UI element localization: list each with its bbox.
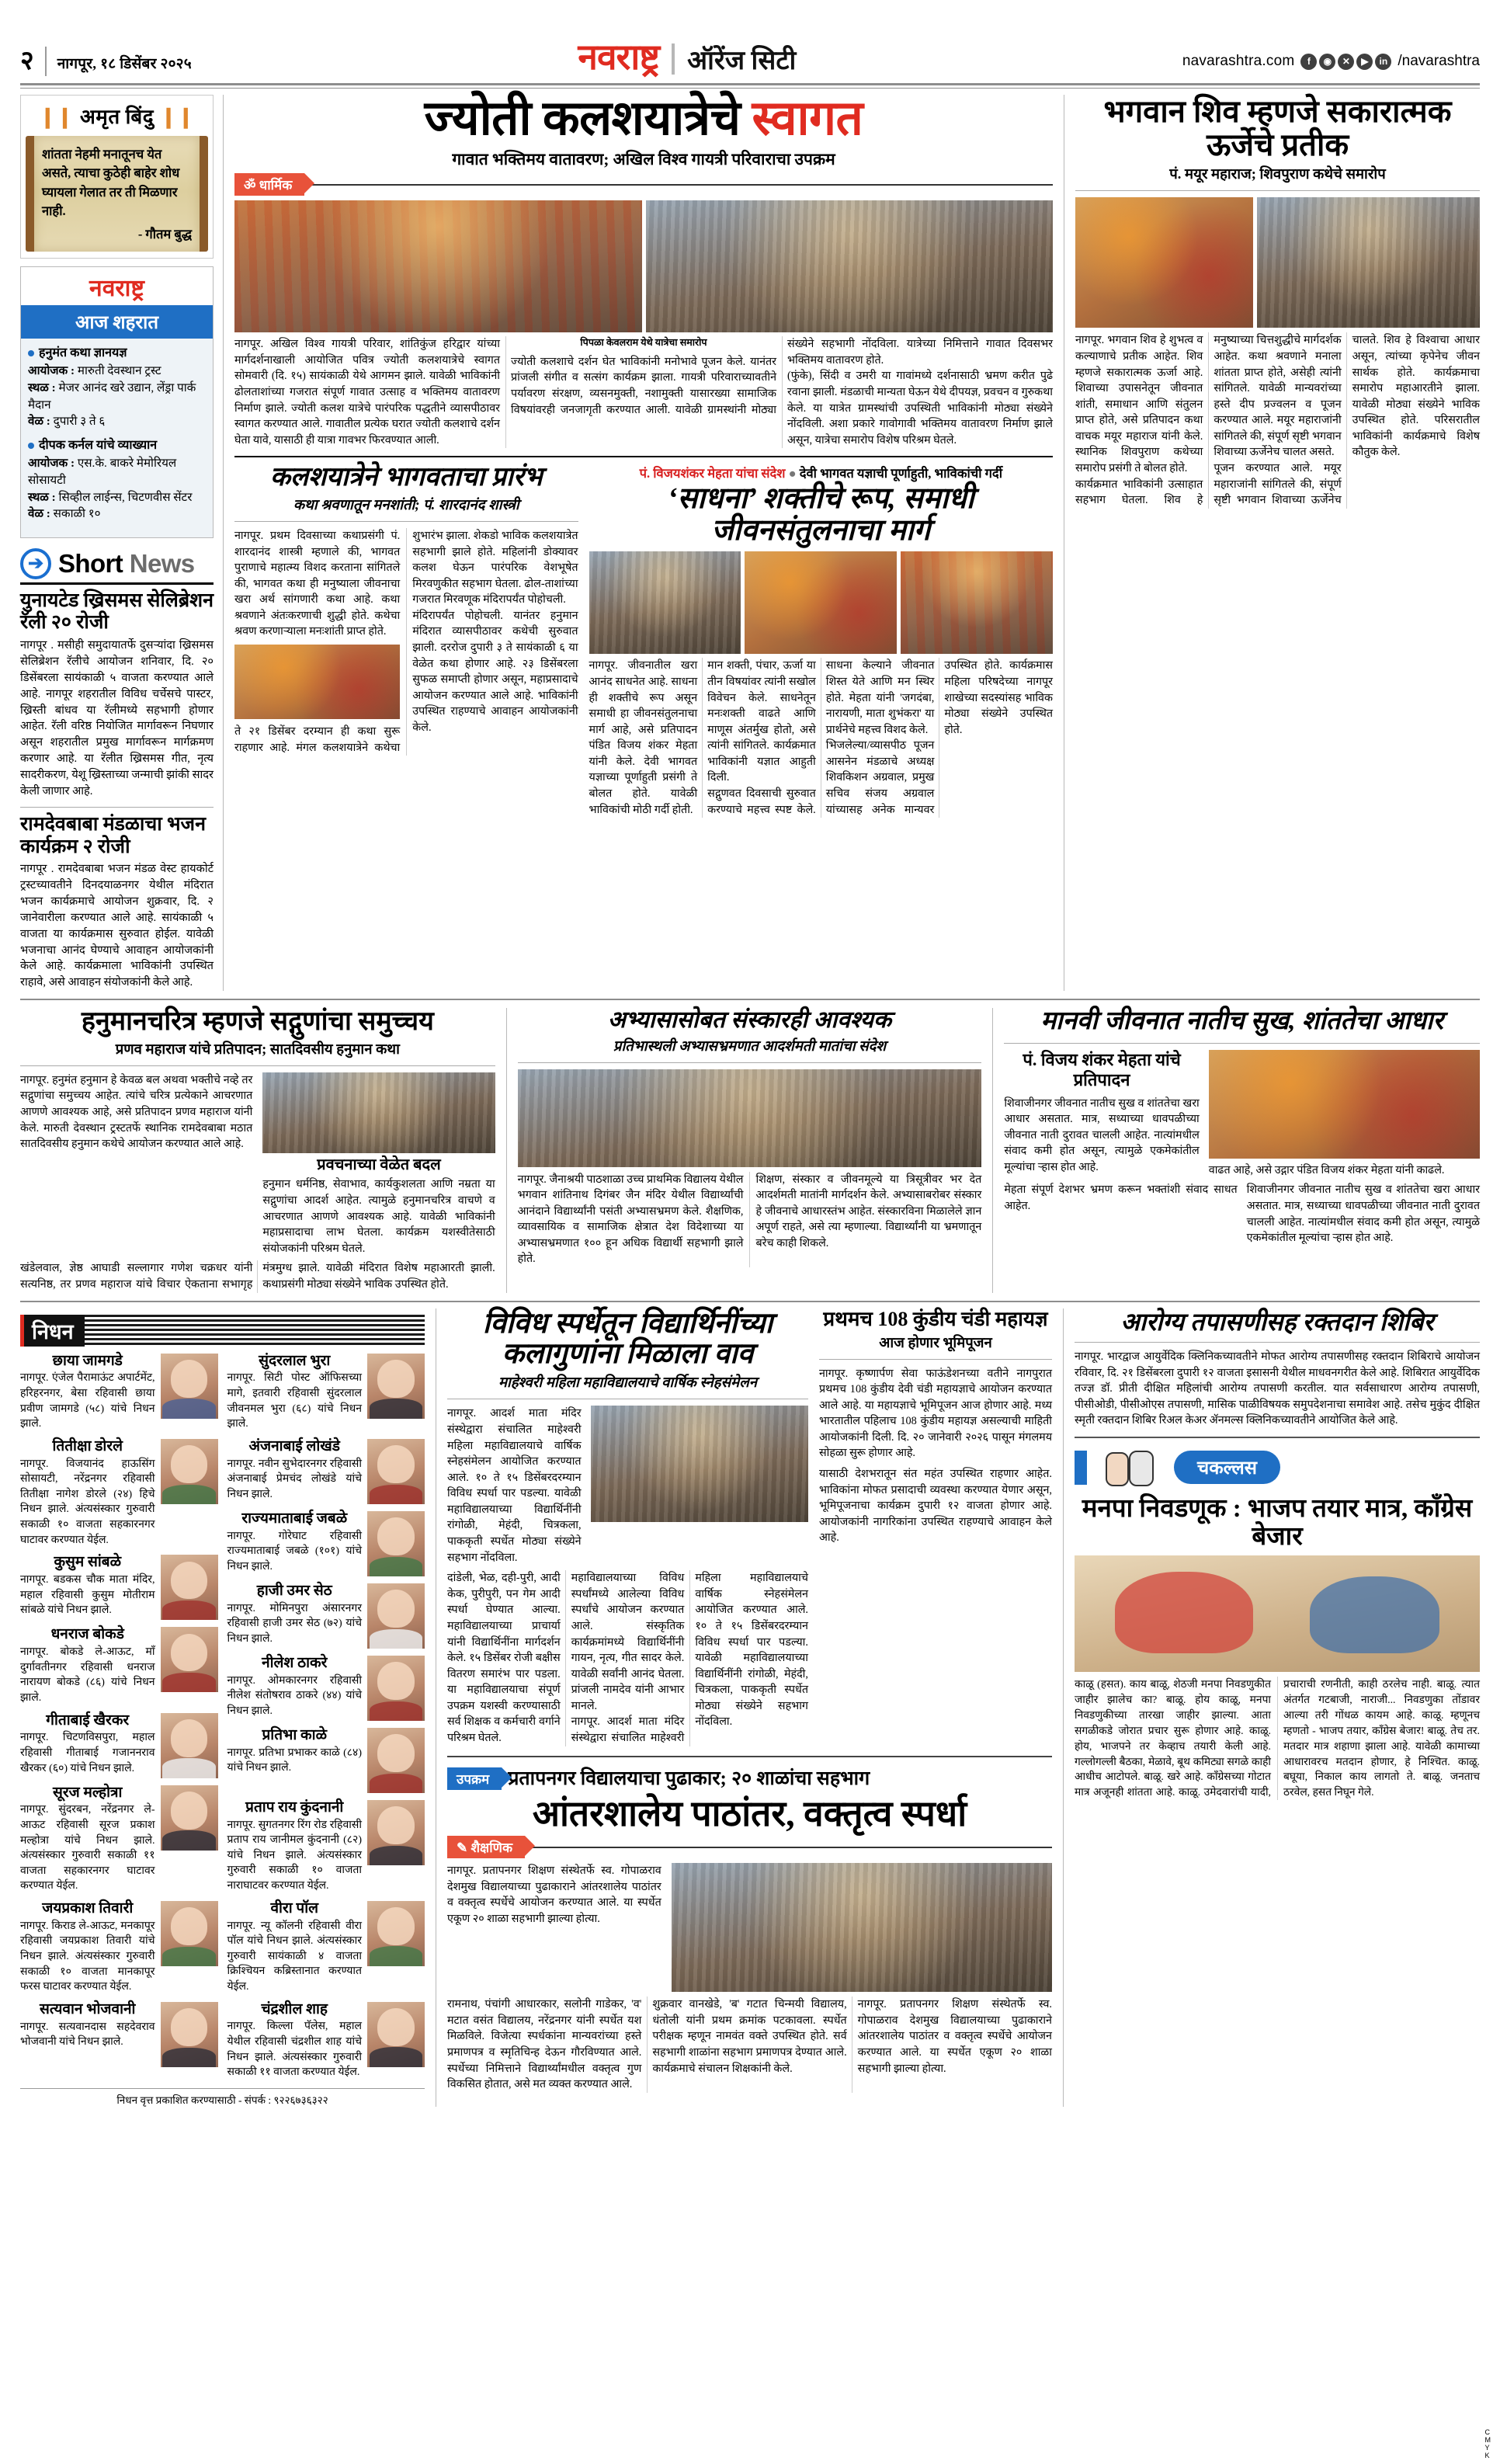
chakallas-body: काळू (हसत). काय बाळू, शेठजी मनपा निवडणुकीत जाहीर झालेच का? बाळू. होय काळू, मनपा निवडणुकीच्या तारखा जाहीर झाल्या. आता सगळीकडे जोरात प्रचार सुरू होणार आहे. काळू. होय, भाजपने तर केव्हाच तयारी केली आहे. गल्लोगल्ली बैठका, मेळावे, बूथ कमिट्या सगळे काही आधीच आटोपले. बाळू. खरे आहे. काँग्रेसच्या गोटात मात्र अजूनही शांतता आहे. काळू. उमेदवारांची यादी, प्रचाराची रणनीती, काही ठरलेच नाही. बाळू. त्यात अंतर्गत गटबाजी, नाराजी... निवडणुका तोंडावर आल्या तरी गोंधळ कायम आहे. काळू. म्हणूनच म्हणतो - भाजप तयार, काँग्रेस बेजार! बाळू. तेच तर. मतदार मात्र शहाणा झाला आहे. यावेळी कामाच्या आधारावरच मतदान होणार, हे निश्चित. काळू. बघूया, निकाल काय लागतो ते. बाळू. जनताच ठरवेल, हसत निघून गेले.	[1075, 1678, 1480, 1798]
masthead-left	[20, 47, 192, 76]
obituary-name: चंद्रशील शाह	[261, 2000, 328, 2017]
vividh-paragraph: नागपूर. आदर्श माता मंदिर संस्थेद्वारा संचालित माहेश्वरी महिला महाविद्यालयाचे वार्षिक स्नेहसंमेलन आयोजित करण्यात आले. १० ते १५ डिसेंबरदरम्यान विविध स्पर्धा पार पडल्या. यावेळी महाविद्यालयाच्या विद्यार्थिनींनी रांगोळी, मेहंदी, चित्रकला, पाककृती स्पर्धेत मोठ्या संख्येने सहभाग नोंदविला.	[571, 1572, 808, 1744]
manavi-columns	[1004, 1050, 1480, 1179]
third-row	[20, 1008, 1480, 1292]
vividh-paragraph: महाविद्यालयाच्या विविध स्पर्धांमध्ये आलेल्या विविध स्पर्धांचे आयोजन करण्यात आले. संस्कृतिक कार्यक्रमांमध्ये विद्यार्थिनींनी गायन, नृत्य, गीत सादर केले. यावेळी सर्वांनी आनंद घेतला. प्रांजली नामदेव यांनी आभार मानले.	[571, 1572, 685, 1712]
obituary-photo	[367, 1800, 425, 1865]
obituary-text: नागपूर. बोकडे ले-आऊट, माँ दुर्गावतीनगर रहिवासी धनराज नारायण बोकडे (८६) यांचे निधन झाले.	[20, 1646, 155, 1704]
nidhan-col-2	[227, 1347, 425, 2080]
event-line: वेळ : सकाळी १०	[28, 507, 101, 521]
nidhan-section	[20, 1308, 436, 2107]
masthead-social	[1182, 53, 1480, 76]
edition-name: ऑरेंज सिटी	[687, 47, 797, 75]
obituary-photo	[367, 2002, 425, 2067]
kalash-subheadline: कथा श्रवणातून मनशांती; पं. शारदानंद शास्त्री	[293, 498, 519, 513]
obituary-text: नागपूर. मोमिनपुरा अंसारनगर रहिवासी हाजी उमर सेठ (७२) यांचे निधन झाले.	[227, 1602, 362, 1645]
obituary-name: प्रताप राय कुंदनानी	[245, 1798, 344, 1816]
center-bottom-column	[436, 1308, 1064, 2107]
raktdan-story	[1075, 1308, 1480, 1429]
obituary-name: कुसुम सांबळे	[54, 1554, 122, 1571]
x-twitter-icon[interactable]: ✕	[1338, 54, 1354, 70]
hanuman-col-b	[262, 1072, 495, 1256]
obituary-name: जयप्रकाश तिवारी	[42, 1899, 134, 1917]
upakram-paragraph: नागपूर. प्रतापनगर शिक्षण संस्थेतर्फे स्व. गोपाळराव देशमुख विद्यालयाच्या पुढाकाराने आंतरशालेय पाठांतर व वक्तृत्व स्पर्धेचे आयोजन करण्यात आले. या स्पर्धेत एकूण २० शाळा सहभागी झाल्या होत्या.	[447, 1865, 661, 1925]
obituary-item[interactable]	[227, 1728, 425, 1793]
youtube-icon[interactable]: ▶	[1356, 54, 1373, 70]
website-url[interactable]: navarashtra.com	[1182, 53, 1295, 69]
obituary-item[interactable]	[227, 1656, 425, 1721]
obituary-text: नागपूर. सत्यवानदास सहदेवराव भोजवानी यांचे निधन झाले.	[20, 2021, 155, 2049]
obituary-text: नागपूर. चिटणविसपुरा, महाल रहिवासी गीताबाई गजाननराव खैरकर (६०) यांचे निधन झाले.	[20, 1732, 155, 1774]
nidhan-contact-footer: निधन वृत्त प्रकाशित करण्यासाठी - संपर्क : ९२२६७३६३२२	[20, 2088, 425, 2107]
linkedin-icon[interactable]: in	[1375, 54, 1391, 70]
upakram-section-badge-row	[447, 1836, 1052, 1858]
sadhana-paragraph: मान शक्ती, पंचार, ऊर्जा या तीन विषयांवर त्यांनी सखोल विवेचन केले. साधनेतून मनःशक्ती वाढते आणि माणूस अंतर्मुख होतो, असे त्यांनी सांगितले. कार्यक्रमात भाविकांनी यज्ञात आहुती दिली.	[707, 659, 816, 784]
manavi-paragraph: शिवाजीनगर जीवनात नातीच सुख व शांततेचा खरा आधार असतात. मात्र, सध्याच्या धावपळीच्या जीवनात नाती दुरावत चालली आहेत. नात्यांमधील संवाद कमी होत असून, त्यामुळे एकमेकांतील मूल्यांचा ऱ्हास होत आहे.	[1004, 1096, 1200, 1173]
obituary-photo	[161, 1785, 218, 1851]
vividh-photo	[591, 1406, 808, 1522]
obituary-item[interactable]	[20, 1555, 218, 1620]
obituary-photo	[161, 1713, 218, 1778]
obituary-item[interactable]	[227, 1511, 425, 1576]
obituary-text: नागपूर. प्रतिभा प्रभाकर काळे (८४) यांचे निधन झाले.	[227, 1746, 362, 1774]
cmyk-m: M	[1484, 2436, 1491, 2444]
vividh-headline: विविध स्पर्धेतून विद्यार्थिनींच्या कलागुणांना मिळाला वाव	[482, 1307, 773, 1371]
page-number: २	[20, 47, 34, 75]
vividh-chandi-row	[447, 1308, 1052, 1746]
obituary-item[interactable]	[227, 2002, 425, 2080]
cmyk-c: C	[1484, 2428, 1490, 2436]
obituary-text: नागपूर. नवीन सुभेदारनगर रहिवासी अंजनाबाई प्रेमचंद लोखंडे यांचे निधन झाले.	[227, 1458, 362, 1500]
raktdan-body: नागपूर. भारद्वाज आयुर्वेदिक क्लिनिकच्यावतीने मोफत आरोग्य तपासणीसह रक्तदान शिबिराचे आयोजन रविवार, दि. २१ डिसेंबरला दुपारी १२ वाजता इसासनी येथील माधवनगरीत केले आहे. शिबिरात आयुर्वेदिक तज्ज्ञ डॉ. प्रीती दीक्षित महिलांची आरोग्य तपासणी करतील. यात सर्वसाधारण आरोग्य तपासणी, पीसीओडी, पीसीओएस तपासणी, मासिक पाळीविषयक समुपदेशनाचा समावेश आहे. तसेच मुकुंद दीक्षित स्मृती रक्तदान शिबिर रिअल केअर ॲनमल्स क्लिनिकच्यावतीने आयोजित केले आहे.	[1075, 1350, 1480, 1427]
obituary-name: प्रतिभा काळे	[262, 1726, 328, 1743]
obituary-text: नागपूर. किराड ले-आऊट, मनकापूर रहिवासी जयप्रकाश तिवारी यांचे निधन झाले. अंत्यसंस्कार गुरुवारी सकाळी १० वाजता मानकापूर फरस घाटावर करण्यात येईल.	[20, 1920, 155, 1993]
event-line: आयोजक : एस.के. बाकरे मेमोरियल सोसायटी	[28, 457, 177, 487]
chandi-headline: प्रथमच 108 कुंडीय चंडी महायज्ञ	[823, 1307, 1048, 1330]
section-badge-shaikshanik: ✎ शैक्षणिक	[447, 1836, 525, 1858]
social-handle: /navarashtra	[1398, 53, 1480, 69]
hanuman-paragraph: खंडेलवाल, ज्ञेष्ठ आघाडी सल्लागार गणेश चक्रधर यांनी सत्यनिष्ठ, तर प्रणव महाराज यांचे विचार ऐकताना सभागृह मंत्रमुग्ध झाले. यावेळी मंदिरात विशेष महाआरती झाली. कथाप्रसंगी मोठ्या संख्येने भाविक उपस्थित होते.	[20, 1262, 495, 1291]
pencil-icon: ✎	[457, 1840, 468, 1856]
lead-paragraph: नागपूर. अखिल विश्व गायत्री परिवार, शांतिकुंज हरिद्वार यांच्या मार्गदर्शनाखाली आयोजित पवित्र ज्योती कलशयात्रेचे स्वागत सोमवारी (दि. १५) सायंकाळी येथे आगमन झाले. यावेळी भाविकांनी ढोलताशांच्या गजरात संपूर्ण गावात उत्साह व भक्तिमय वातावरण निर्माण झाले. ज्योती कलश यात्रेचे पारंपरिक पद्धतीने व्यासपीठावर स्वागत करण्यात आले. गावातील प्रत्येक घरात ज्योती कलशाचे दर्शन घेता यावे, यासाठी ही यात्रा गावभर फिरवण्यात आली.	[234, 338, 500, 447]
obituary-text: नागपूर. विजयानंद हाऊसिंग सोसायटी, नरेंद्रनगर रहिवासी तितीक्षा नागेश डोरले (२४) हिचे निधन झाले. अंत्यसंस्कार गुरुवारी सकाळी १० वाजता सहकारनगर घाटावर करण्यात येईल.	[20, 1458, 155, 1546]
obituary-photo	[161, 1627, 218, 1692]
manavi-headline: मानवी जीवनात नातीच सुख, शांततेचा आधार	[1040, 1007, 1444, 1036]
obituary-name: गीताबाई खैरकर	[46, 1712, 130, 1729]
kalash-story	[234, 464, 578, 818]
divider	[518, 1062, 982, 1063]
hanuman-story	[20, 1008, 507, 1292]
lead-paragraph: (फुंके), सिंदी व उमरी या गावांमध्ये दर्शनासाठी भ्रमण करीत पुढे रवाना झाली. मंडळाची मान्यता घेऊन येथे दीपयज्ञ, प्रवचन व गुरुकथा केले. या यात्रेत ग्रामस्थांची उपस्थिती भाविकांनी मोठ्या संख्येने नोंदविली. अशा प्रकारे गावोगावी भक्तिमय वातावरण निर्माण झाले असून, यात्रेचा समारोप विशेष परिश्रम घेतले.	[787, 370, 1053, 447]
upakram-photo	[672, 1863, 1052, 1992]
lead-photo-1	[234, 200, 642, 332]
sadhana-kicker: पं. विजयशंकर मेहता यांचा संदेश ● देवी भागवत यज्ञाची पूर्णाहुती, भाविकांची गर्दी	[639, 466, 1002, 481]
event-item[interactable]	[28, 345, 206, 430]
manavi-story	[993, 1008, 1480, 1292]
obituary-text: नागपूर. ओमकारनगर रहिवासी नीलेश संतोषराव ठाकरे (४४) यांचे निधन झाले.	[227, 1674, 362, 1717]
upakram-story	[447, 1756, 1052, 2093]
lead-paragraph: ज्योती कलशाचे दर्शन घेत भाविकांनी मनोभावे पूजन केले. यानंतर प्रांजली संगीत व सत्संग कार्यक्रम झाला. गायत्री परिवाराच्यावतीने पर्यावरण संरक्षण, व्यसनमुक्ती, नशामुक्ती यासारख्या सामाजिक विषयांवरही जनजागृती करण्यात आली. यावेळी ग्रामस्थांनी मोठ्या संख्येने सहभागी नोंदविला. यात्रेच्या निमित्ताने गावात दिवसभर भक्तिमय वातावरण होते.	[511, 338, 1053, 416]
kalash-photo	[234, 645, 400, 719]
obituary-photo	[161, 1555, 218, 1620]
obituary-text: नागपूर. गोरेघाट रहिवासी राज्यमाताबाई जबळे (१०१) यांचे निधन झाले.	[227, 1530, 362, 1573]
right-bottom-column	[1064, 1308, 1480, 2107]
obituary-photo	[161, 2002, 218, 2067]
obituary-photo	[367, 1354, 425, 1419]
hanuman-col-a	[20, 1072, 252, 1256]
obituary-name: अंजनाबाई लोखंडे	[248, 1437, 340, 1454]
sadhana-photo-2	[745, 551, 897, 654]
divider	[234, 456, 1053, 457]
cmyk-y: Y	[1484, 2444, 1490, 2452]
obituary-text: नागपूर. सुगतनगर रिंग रोड रहिवासी प्रताप राय जानीमल कुंदनानी (८२) यांचे निधन झाले. अंत्यसंस्कार गुरुवारी सकाळी १० वाजता नाराघाटवर करण्यात येईल.	[227, 1819, 362, 1892]
quote-attribution: - गौतम बुद्ध	[137, 226, 192, 242]
lead-photo-2	[646, 200, 1054, 332]
shiv-headline: भगवान शिव म्हणजे सकारात्मक ऊर्जेचे प्रतीक	[1103, 94, 1452, 163]
event-line: स्थळ : मेजर आनंद खरे उद्यान, लेंड्रा पार्क मैदान	[28, 381, 196, 412]
lead-photo-caption: पिपळा केवलराम येथे यात्रेचा समारोप	[580, 337, 707, 349]
obituary-item[interactable]	[227, 1901, 425, 1995]
upakram-badge: उपक्रम	[447, 1767, 502, 1790]
cmyk-registration-marks	[1485, 2429, 1491, 2459]
obituary-item[interactable]	[20, 1901, 218, 1995]
obituary-item[interactable]	[227, 1800, 425, 1894]
hanuman-sub-headline-2: प्रवचनाच्या वेळेत बदल	[317, 1156, 441, 1173]
shiv-paragraph: कार्यक्रमात भाविकांनी उत्साहात सहभाग घेतला. शिव हे मनुष्याच्या चित्तशुद्धीचे मार्गदर्शक आहेत. कथा श्रवणाने मनाला शांतता प्राप्त होते, असेही त्यांनी सांगितले. यावेळी मान्यवरांच्या हस्ते दीप प्रज्वलन व पूजन करण्यात आले. मयूर महाराजांनी सांगितले की, संपूर्ण सृष्टी भगवान शिवाच्या ऊर्जेनेच चालत असते.	[1075, 334, 1342, 507]
hanuman-headline: हनुमानचरित्र म्हणजे सद्गुणांचा समुच्चय	[81, 1007, 434, 1037]
shiv-photo-2	[1257, 197, 1480, 328]
aaj-shaharat-heading: आज शहरात	[21, 305, 213, 339]
page-grid	[20, 92, 1480, 991]
abhyas-subheadline: प्रतिभास्थली अभ्यासभ्रमणात आदर्शमती मातांचा संदेश	[613, 1038, 887, 1055]
obituary-name: सूरज मल्होत्रा	[53, 1784, 123, 1801]
instagram-icon[interactable]: ◉	[1319, 54, 1335, 70]
sadhana-headline: ‘साधना’ शक्तीचे रूप, समाधी जीवनसंतुलनाचा मार्ग	[667, 482, 974, 547]
obituary-name: छाया जामगडे	[52, 1352, 123, 1369]
vividh-top	[447, 1406, 808, 1566]
obituary-text: नागपूर. सिटी पोस्ट ऑफिसच्या मागे, इतवारी रहिवासी सुंदरलाल जीवनमल भुरा (६८) यांचे निधन झाले.	[227, 1372, 362, 1430]
obituary-text: नागपूर. न्यू कॉलनी रहिवासी वीरा पॉल यांचे निधन झाले. अंत्यसंस्कार गुरुवारी सायंकाळी ४ वाजता क्रिश्चियन कब्रिस्तानात करण्यात येईल.	[227, 1920, 362, 1993]
event-line: स्थळ : सिव्हील लाईन्स, चिटणवीस सेंटर	[28, 490, 193, 504]
chandi-story	[819, 1308, 1052, 1746]
center-column	[224, 92, 1064, 991]
chakallas-columns	[1075, 1677, 1480, 1800]
sadhana-columns	[589, 658, 1053, 818]
short-news-title: Short News	[58, 548, 195, 578]
upakram-top	[447, 1863, 1052, 1992]
quote-mark-left-icon: ❙❙	[39, 106, 74, 128]
shiv-photo-strip	[1075, 197, 1480, 328]
shiv-columns	[1075, 332, 1480, 508]
obituary-text: नागपूर. बडकस चौक माता मंदिर, महाल रहिवासी कुसुम मोतीराम सांबळे यांचे निधन झाले.	[20, 1574, 155, 1617]
event-title: हनुमंत कथा ज्ञानयज्ञ	[28, 345, 206, 363]
masthead-divider	[45, 47, 47, 76]
manavi-paragraph: शिवाजीनगर जीवनात नातीच सुख व शांततेचा खरा आधार असतात. मात्र, सध्याच्या धावपळीच्या जीवनात नाती दुरावत चालली आहेत. नात्यांमधील संवाद कमी होत असून, त्यामुळे एकमेकांतील मूल्यांचा ऱ्हास होत आहे.	[1246, 1183, 1480, 1245]
event-line: वेळ : दुपारी ३ ते ६	[28, 415, 106, 429]
obituary-photo	[161, 1439, 218, 1504]
sadhana-photo-strip	[589, 551, 1053, 654]
chakallas-section	[1075, 1437, 1480, 1800]
upakram-kicker: प्रतापनगर विद्यालयाचा पुढाकार; २० शाळांचा सहभाग	[508, 1767, 870, 1789]
abhyas-paragraph: नागपूर. जैनाश्रयी पाठशाळा उच्च प्राथमिक विद्यालय येथील भगवान शांतिनाथ दिगंबर जैन मंदिर येथील विद्यार्थ्यांची आनंदाने विद्यार्थ्यांनी पसंती अभ्यासभ्रमण केले. शैक्षणिक, व्यावसायिक व सामाजिक क्षेत्रात देश विदेशाच्या या अभ्यासभ्रमणात १०० हून अधिक विद्यार्थी सहभागी झाले होते.	[517, 1173, 744, 1266]
arrow-right-circle-icon: ➔	[20, 548, 51, 579]
upakram-headline: आंतरशालेय पाठांतर, वक्तृत्व स्पर्धा	[532, 1793, 967, 1833]
obituary-item[interactable]	[20, 1627, 218, 1705]
nidhan-heading: निधन	[20, 1315, 85, 1347]
obituary-item[interactable]	[20, 1713, 218, 1778]
obituary-item[interactable]	[227, 1583, 425, 1649]
aaj-shaharat-brand: नवराष्ट्र	[89, 275, 144, 301]
om-icon: ॐ	[244, 178, 256, 193]
abhyas-paragraph: शिक्षण, संस्कार व जीवनमूल्ये या त्रिसूत्रीवर भर देत आदर्शमती मातांनी मार्गदर्शन केले. अभ्यासाबरोबर संस्कार हे जीवनाचे आधारस्तंभ आहेत. संस्कारविना मिळालेले ज्ञान अपूर्ण राहते, असे त्या म्हणाल्या. विद्यार्थ्यांनी या भ्रमणातून बरेच काही शिकले.	[755, 1173, 982, 1249]
kalash-paragraph: ते २१ डिसेंबर दरम्यान ही कथा सुरू राहणार आहे. मंगल कलशयात्रेने कथेचा शुभारंभ झाला. शेकडो भाविक कलशयात्रेत सहभागी झाले होते. महिलांनी डोक्यावर कलश घेऊन पारंपरिक वेशभूषेत मिरवणुकीत सहभाग घेतला. ढोल-ताशांच्या गजरात मिरवणूक मंदिरापर्यंत पोहोचली.	[234, 530, 578, 754]
kalash-columns	[234, 528, 578, 756]
fourth-row	[20, 1308, 1480, 2107]
right-column	[1064, 95, 1480, 991]
divider	[20, 807, 214, 808]
upakram-paragraph: रामनाथ, पंचांगी आधारकार, सलोनी गाडेकर, 'व' मटात वसंत विद्यालय, नरेंद्रनगर यांनी स्पर्धेत यश मिळविले. विजेत्या स्पर्धकांना मान्यवरांच्या हस्ते प्रमाणपत्र व स्मृतिचिन्ह देऊन गौरविण्यात आले. स्पर्धेच्या निमित्ताने विद्यार्थ्यांमधील वक्तृत्व गुण विकसित होतात, असे मत व्यक्त करण्यात आले.	[447, 1998, 642, 2091]
obituary-item[interactable]	[227, 1439, 425, 1504]
kalash-paragraph: मंदिरापर्यंत पोहोचली. यानंतर हनुमान मंदिरात व्यासपीठावर कथेची सुरुवात झाली. दररोज दुपारी ३ ते सायंकाळी ६ या वेळेत कथा होणार आहे. २३ डिसेंबरला सुफळ समाप्ती होणार असून, महाप्रसादाचे आयोजन करण्यात आले आहे. भाविकांनी उपस्थित राहण्याचे आवाहन आयोजकांनी केले.	[412, 609, 578, 734]
abhyas-photo	[518, 1069, 982, 1167]
obituary-item[interactable]	[20, 1439, 218, 1548]
lead-subheadline: गावात भक्तिमय वातावरण; अखिल विश्व गायत्री परिवाराचा उपक्रम	[452, 150, 835, 169]
obituary-item[interactable]	[20, 1785, 218, 1894]
brand-divider	[672, 43, 675, 75]
chakallas-header	[1075, 1444, 1480, 1491]
chakallas-mascot-icon	[1095, 1444, 1166, 1491]
short-news-body: नागपूर . मसीही समुदायातर्फे दुसऱ्यांदा ख्रिसमस सेलिब्रेशन रॅलीचे आयोजन शनिवार, दि. २० डिसेंबरला सायंकाळी ५ वाजता करण्यात आले आहे. नागपूर शहरातील विविध चर्चेसचे पास्टर, ख्रिस्ती बांधव या रॅलीमध्ये सहभागी होणार आहेत. रॅली वरिष्ठ नियोजित मार्गावरून निघणार असून शहरातील प्रमुख मार्गावरून मार्गक्रमण करणार आहे. या रॅलीत ख्रिसमस गीत, नृत्य सादरीकरण, येशू ख्रिस्ताच्या जन्माची झांकी सादर केली जाणार आहे.	[20, 639, 214, 798]
dateline: नागपूर, १८ डिसेंबर २०२५	[57, 56, 192, 72]
obituary-name: राज्यमाताबाई जबळे	[241, 1510, 348, 1527]
sadhana-paragraph: सद्गुणवत दिवसाची सुरुवात करण्याचे महत्त्व स्पष्ट केले. साधना केल्याने जीवनात शिस्त येते आणि मन स्थिर होते. मेहता यांनी 'जगदंबा, नारायणी, माता शुभंकरा' या प्रार्थनेचे महत्त्व विशद केले.	[707, 659, 935, 816]
divider	[234, 521, 578, 522]
manavi-col-b	[1209, 1050, 1480, 1179]
obituary-photo	[367, 1656, 425, 1721]
brand-logo: नवराष्ट्र	[578, 37, 660, 78]
obituary-name: सुंदरलाल भुरा	[259, 1352, 331, 1369]
hanuman-columns	[20, 1072, 495, 1256]
chandi-paragraph: यासाठी देशभरातून संत महंत उपस्थित राहणार आहेत. भाविकांना मोफत प्रसादाची व्यवस्था करण्यात येणार असून, भूमिपूजनाचा कार्यक्रम दुपारी १२ वाजता होणार आहे. आयोजकांनी नागरिकांना उपस्थित राहण्याचे आवाहन केले आहे.	[819, 1468, 1052, 1545]
obituary-text: नागपूर. सुंदरबन, नरेंद्रनगर ले-आऊट रहिवासी सूरज प्रकाश मल्होत्रा यांचे निधन झाले. अंत्यसंस्कार गुरुवारी सकाळी ११ वाजता सहकारनगर घाटावर करण्यात येईल.	[20, 1804, 155, 1892]
hanuman-subheadline: प्रणव महाराज यांचे प्रतिपादन; सातदिवसीय हनुमान कथा	[115, 1041, 400, 1058]
chakallas-headline: मनपा निवडणूक : भाजप तयार मात्र, काँग्रेस बेजार	[1082, 1494, 1473, 1551]
short-news-item[interactable]	[20, 814, 214, 991]
section-divider	[20, 1301, 1480, 1302]
chakallas-accent-bar	[1075, 1451, 1087, 1485]
chandi-subheadline: आज होणार भूमिपूजन	[879, 1335, 992, 1351]
quote-mark-right-icon: ❙❙	[160, 106, 195, 128]
abhyas-story	[507, 1008, 994, 1292]
sadhana-paragraph: नागपूर. जीवनातील खरा आनंद साधनेत आहे. साधना ही शक्तीचे रूप असून समाधी हा जीवनसंतुलनाचा मार्ग आहे, असे प्रतिपादन पंडित विजय शंकर मेहता यांनी केले. देवी भागवत यज्ञाच्या पूर्णाहुती प्रसंगी ते बोलत होते. यावेळी भाविकांची मोठी गर्दी होती.	[589, 659, 698, 816]
sadhana-paragraph: भिजलेल्या/व्यासपीठ पूजन आसनेन मंडळाचे अध्यक्ष शिवकिशन अग्रवाल, प्रमुख सचिव संजय अग्रवाल यांच्यासह अनेक मान्यवर उपस्थित होते. कार्यक्रमास महिला परिषदेच्या नागपूर शाखेच्या सदस्यांसह भाविक मोठ्या संख्येने उपस्थित होते.	[825, 659, 1053, 816]
nidhan-col-1	[20, 1347, 218, 2080]
shiv-paragraph: पूजन करण्यात आले. मयूर महाराजांनी सांगितले की, संपूर्ण सृष्टी भगवान शिवाच्या ऊर्जेनेच चालते. शिव हे विश्वाचा आधार असून, त्यांच्या कृपेनेच जीवन सार्थक होते. कार्यक्रमाचा समारोप महाआरतीने झाला. यावेळी मोठ्या संख्येने भाविक उपस्थित होते. परिसरातील भाविकांनी कार्यक्रमाचे विशेष कौतुक केले.	[1214, 334, 1480, 507]
upakram-paragraph: शुक्रवार वानखेडे, 'ब' गटात चिन्मयी विद्यालय, धंतोली यांनी प्रथम क्रमांक पटकावला. स्पर्धेत परीक्षक म्हणून नामवंत वक्ते उपस्थित होते. सर्व सहभागी शाळांना सहभाग प्रमाणपत्र देण्यात आले. कार्यक्रमाचे संचालन शिक्षकांनी केले.	[652, 1998, 847, 2075]
manavi-photo	[1209, 1050, 1480, 1159]
masthead	[20, 14, 1480, 81]
sadhana-photo-1	[589, 551, 741, 654]
divider	[1075, 190, 1480, 191]
vividh-paragraph: दांडेली, भेळ, दही-पुरी, आदी केक, पुरीपुरी, पन गेम आदी स्पर्धा घेण्यात आल्या. महाविद्यालयाच्या प्राचार्या यांनी विद्यार्थिनींना मार्गदर्शन केले. १५ डिसेंबर रोजी बक्षीस वितरण समारंभ पार पडला. या महाविद्यालयाचा संपूर्ण उपक्रम यशस्वी करण्यासाठी सर्व शिक्षक व कर्मचारी वर्गाने परिश्रम घेतले.	[447, 1572, 561, 1744]
obituary-item[interactable]	[227, 1354, 425, 1432]
vividh-paragraph: नागपूर. आदर्श माता मंदिर संस्थेद्वारा संचालित माहेश्वरी महिला महाविद्यालयाचे वार्षिक स्नेहसंमेलन आयोजित करण्यात आले. १० ते १५ डिसेंबरदरम्यान विविध स्पर्धा पार पडल्या. यावेळी महाविद्यालयाच्या विद्यार्थिनींनी रांगोळी, मेहंदी, चित्रकला, पाककृती स्पर्धेत मोठ्या संख्येने सहभाग नोंदविला.	[447, 1407, 582, 1564]
obituary-photo	[367, 1511, 425, 1576]
raktdan-headline: आरोग्य तपासणीसह रक्तदान शिबिर	[1120, 1307, 1434, 1336]
section-badge-dharmik: ॐ धार्मिक	[234, 173, 304, 196]
short-news-header	[20, 548, 214, 579]
nidhan-header	[20, 1315, 425, 1347]
kalash-paragraph: नागपूर. प्रथम दिवसाच्या कथाप्रसंगी पं. शारदानंद शास्त्री म्हणाले की, भागवत पुराणाचे महात्म्य विशद करताना सांगितले की, भागवत कथा ही मनुष्याला जीवनाचा खरा अर्थ सांगणारी कथा आहे. कथा श्रवणाने अंतःकरणाची शुद्धी होते. कथेचा श्रवण करणाऱ्याला मनःशांती प्राप्त होते.	[234, 530, 401, 638]
obituary-text: नागपूर. किल्ला पॅलेस, महाल येथील रहिवासी चंद्रशील शाह यांचे निधन झाले. अंत्यसंस्कार गुरुवारी सकाळी ११ वाजता करण्यात येईल.	[227, 2021, 362, 2079]
bullet-icon: ●	[788, 466, 797, 481]
nidhan-stripe-decor	[85, 1315, 425, 1347]
event-item[interactable]	[28, 437, 206, 523]
obituary-photo	[367, 1728, 425, 1793]
quote-text: शांतता नेहमी मनातूनच येत असते, त्याचा कुठेही बाहेर शोध घ्यायला गेलात तर ती मिळणार नाही.	[42, 147, 180, 219]
event-title: दीपक कर्नल यांचे व्याख्यान	[28, 437, 206, 455]
masthead-rule-thin	[20, 88, 1480, 89]
chandi-paragraph: नागपूर. कृष्णार्पण सेवा फाऊंडेशनच्या वतीने नागपुरात प्रथमच 108 कुंडीय देवी चंडी महायज्ञाचे आयोजन करण्यात आले आहे. या महायज्ञाचे भूमिपूजन आज होणार आहे. मध्य भारतातील पहिलाच 108 कुंडीय महायज्ञ असल्याची माहिती आयोजकांनी दिली. दि. २० जानेवारी २०२६ पासून मंगलमय सोहळा सुरू होणार आहे.	[819, 1367, 1052, 1460]
amrit-bindu-title: ❙❙ अमृत बिंदु ❙❙	[26, 100, 208, 133]
lead-photo-strip	[234, 200, 1053, 332]
lead-article-columns	[234, 336, 1053, 448]
short-news-item[interactable]	[20, 590, 214, 800]
vividh-columns	[447, 1570, 808, 1746]
obituary-name: नीलेश ठाकरे	[262, 1654, 328, 1671]
sadhana-photo-3	[901, 551, 1053, 654]
divider	[1075, 1342, 1480, 1343]
obituary-name: तितीक्षा डोरले	[52, 1437, 123, 1454]
obituary-name: वीरा पॉल	[270, 1899, 319, 1917]
divider	[20, 1065, 495, 1066]
masthead-rule	[20, 83, 1480, 85]
obituary-photo	[367, 1901, 425, 1966]
divider	[1004, 1043, 1480, 1044]
shiv-subheadline: पं. मयूर महाराज; शिवपुराण कथेचे समारोप	[1169, 167, 1386, 183]
lead-headline: ज्योती कलशयात्रेचे स्वागत	[424, 92, 863, 145]
badge-rule	[531, 1847, 1052, 1848]
obituary-photo	[161, 1901, 218, 1966]
facebook-icon[interactable]: f	[1300, 54, 1317, 70]
kalash-headline: कलशयात्रेने भागवताचा प्रारंभ	[269, 463, 543, 492]
manavi-speaker: पं. विजय शंकर मेहता यांचे प्रतिपादन	[1023, 1049, 1181, 1090]
hanuman-paragraph: हनुमान धर्मनिष्ठ, सेवाभाव, कार्यकुशलता आणि नम्रता या सद्गुणांचा आदर्श आहेत. त्यामुळे हनुमानचरित्र वाचणे व आचरणात आणणे आवश्यक आहे. यावेळी भाविकांनी महाप्रसादाचा लाभ घेतला. कार्यक्रम यशस्वीतेसाठी संयोजकांनी परिश्रम घेतले.	[262, 1178, 495, 1255]
amrit-bindu-box	[20, 95, 214, 259]
badge-rule	[311, 184, 1053, 186]
shiv-paragraph: नागपूर. भगवान शिव हे शुभत्व व कल्याणाचे प्रतीक आहेत. शिव म्हणजे सकारात्मक ऊर्जा आहे. शिवाच्या उपासनेतून जीवनात शांती, समाधान आणि संतुलन प्राप्त होते, असे प्रतिपादन कथा वाचक मयूर महाराज यांनी केले. स्थानिक शिवपुराण कथेच्या समारोप प्रसंगी ते बोलत होते.	[1075, 334, 1203, 474]
short-news-headline: रामदेवबाबा मंडळाचा भजन कार्यक्रम २ रोजी	[20, 813, 206, 857]
manavi-paragraph: मेहता संपूर्ण देशभर भ्रमण करून भक्तांशी संवाद साधत आहेत.	[1004, 1183, 1238, 1212]
vividh-subheadline: माहेश्वरी महिला महाविद्यालयाचे वार्षिक स्नेहसंमेलन	[498, 1375, 758, 1392]
section-divider	[20, 999, 1480, 1000]
section-badge-row	[234, 173, 1053, 196]
nidhan-columns	[20, 1347, 425, 2080]
aaj-shaharat-box	[20, 266, 214, 538]
masthead-brand	[192, 37, 1182, 78]
hanuman-paragraph: नागपूर. हनुमंत हनुमान हे केवळ बल अथवा भक्तीचे नव्हे तर सद्गुणांचा समुच्चय आहेत. त्यांचे चरित्र प्रत्येकाने आचरणात आणणे आवश्यक आहे, असे प्रतिपादन प्रणव महाराज यांनी केले. मारुती देवस्थान ट्रस्टतर्फे स्थानिक रामदेवबाबा मठात सातदिवसीय हनुमान कथेचे आयोजन करण्यात आले आहे.	[20, 1073, 253, 1151]
abhyas-headline: अभ्यासासोबत संस्कारही आवश्यक	[607, 1007, 892, 1034]
obituary-photo	[367, 1439, 425, 1504]
quote-scroll	[26, 136, 208, 252]
obituary-item[interactable]	[20, 1354, 218, 1432]
obituary-name: हाजी उमर सेठ	[256, 1582, 332, 1599]
second-story-row	[234, 464, 1053, 818]
obituary-name: सत्यवान भोजवानी	[40, 2000, 136, 2017]
social-icon-row	[1300, 54, 1391, 70]
chakallas-label: चकल्लस	[1174, 1451, 1280, 1484]
manavi-bottom	[1004, 1182, 1480, 1246]
obituary-photo	[367, 1583, 425, 1649]
event-line: आयोजक : मारुती देवस्थान ट्रस्ट	[28, 364, 161, 378]
short-news-body: नागपूर . रामदेवबाबा भजन मंडळ वेस्ट हायकोर्ट ट्रस्टच्यावतीने दिनदयाळनगर येथील मंदिरात भजन कार्यक्रमाचे आयोजन शुक्रवार, दि. २ जानेवारीला करण्यात आले आहे. सायंकाळी ५ वाजता या कार्यक्रमास सुरुवात होईल. यावेळी भजनाचा आनंद घेण्याचे आवाहन आयोजकांनी केले आहे. कार्यक्रमाला भाविकांनी उपस्थित राहावे, असे आवाहन संयोजकांनी केले आहे.	[20, 863, 214, 989]
vividh-story	[447, 1308, 808, 1746]
hanuman-photo	[262, 1072, 495, 1153]
obituary-text: नागपूर. एंजेल पैरामाऊंट अपार्टमेंट, हरिहरनगर, बेसा रहिवासी छाया प्रवीण जामगडे (५८) यांचे निधन झाले.	[20, 1372, 155, 1430]
chakallas-cartoon	[1075, 1555, 1480, 1672]
aaj-shaharat-events	[21, 339, 213, 537]
left-column	[20, 95, 224, 991]
manavi-paragraph: वाढत आहे, असे उद्गार पंडित विजय शंकर मेहता यांनी काढले.	[1208, 1163, 1445, 1176]
abhyas-columns	[518, 1172, 982, 1267]
cmyk-k: K	[1484, 2452, 1490, 2459]
divider	[819, 1359, 1052, 1360]
upakram-paragraph: नागपूर. प्रतापनगर शिक्षण संस्थेतर्फे स्व. गोपाळराव देशमुख विद्यालयाच्या पुढाकाराने आंतरशालेय पाठांतर व वक्तृत्व स्पर्धेचे आयोजन करण्यात आले. या स्पर्धेत एकूण २० शाळा सहभागी झाल्या होत्या.	[857, 1998, 1052, 2075]
upakram-columns	[447, 1997, 1052, 2092]
sadhana-story	[589, 464, 1053, 818]
short-news-headline: युनायटेड ख्रिसमस सेलिब्रेशन रॅली २० रोजी	[20, 589, 214, 634]
shiv-photo-1	[1075, 197, 1253, 328]
upakram-badge-row	[447, 1767, 1052, 1790]
obituary-item[interactable]	[20, 2002, 218, 2067]
obituary-photo	[161, 1354, 218, 1419]
short-news-rule	[20, 582, 214, 585]
manavi-col-a	[1004, 1050, 1199, 1179]
obituary-name: धनराज बोकडे	[50, 1626, 124, 1643]
